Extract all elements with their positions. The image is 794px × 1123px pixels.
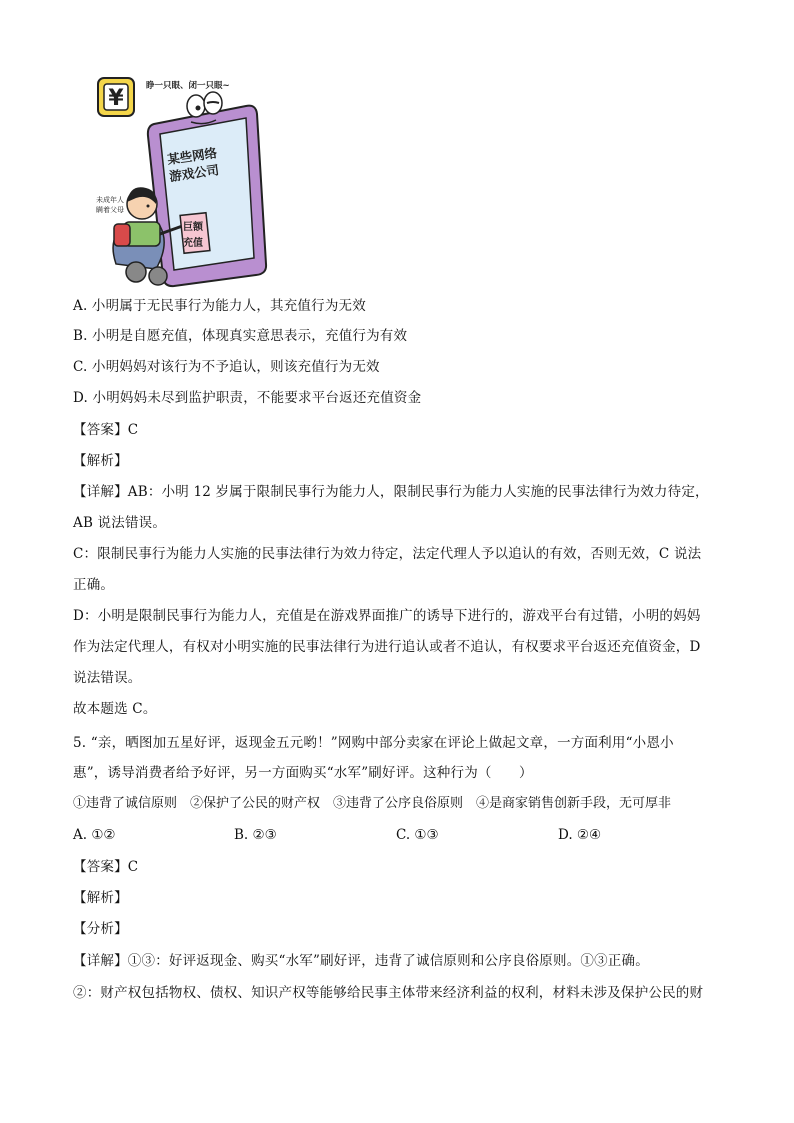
q5-analysis-heading: 【解析】 [73,890,128,906]
q4-detail-line: D：小明是限制民事行为能力人，充值是在游戏界面推广的诱导下进行的，游戏平台有过错，小明的妈妈 [73,608,701,624]
q4-detail-line: AB 说法错误。 [73,515,167,531]
q5-fenxi-heading: 【分析】 [73,921,128,937]
q4-detail-line: C：限制民事行为能力人实施的民事法律行为效力待定，法定代理人予以追认的有效，否则无效，C 说法 [73,546,702,562]
phone-graphic [148,92,266,286]
q5-detail-line: ②：财产权包括物权、债权、知识产权等能够给民事主体带来经济利益的权利，材料未涉及保护公民的财 [73,985,704,1001]
q5-stem-line: 5. “亲，晒图加五星好评，返现金五元哟！”网购中部分卖家在评论上做起文章，一方面利用“小恩小 [73,735,674,751]
q5-answer: 【答案】C [73,859,139,875]
phone-text-1: 某些网络 [166,145,218,167]
phone-text-2: 游戏公司 [168,162,220,184]
q4-detail-line: 说法错误。 [73,670,142,686]
q4-detail-line: 正确。 [73,577,115,593]
q4-option-b: B. 小明是自愿充值，体现真实意思表示，充值行为有效 [73,328,408,344]
q4-conclusion: 故本题选 C。 [73,701,157,717]
cartoon-illustration [96,74,274,288]
q5-option-b: B. ②③ [234,827,277,843]
side-text-2: 瞒着父母 [96,206,124,214]
q5-detail-line: 【详解】①③：好评返现金、购买“水军”刷好评，违背了诚信原则和公序良俗原则。①③正确。 [73,953,649,969]
yuan-symbol: ¥ [108,86,124,111]
q4-answer: 【答案】C [73,422,139,438]
q4-option-c: C. 小明妈妈对该行为不予追认，则该充值行为无效 [73,359,380,375]
q5-option-a: A. ①② [73,827,116,843]
q5-stem-line: 惠”，诱导消费者给予好评，另一方面购买“水军”刷好评。这种行为（ ） [73,765,533,781]
q5-option-d: D. ②④ [558,827,602,843]
q5-option-c: C. ①③ [396,827,439,843]
q4-detail-line: 【详解】AB：小明 12 岁属于限制民事行为能力人，限制民事行为能力人实施的民事法律行为效力待定， [73,484,709,500]
q4-detail-line: 作为法定代理人，有权对小明实施的民事法律行为进行追认或者不追认，有权要求平台返还充值资金，D [73,639,701,655]
side-text-1: 未成年人 [96,196,124,204]
q4-option-a: A. 小明属于无民事行为能力人，其充值行为无效 [73,298,366,314]
card-text-2: 充值 [183,238,203,249]
yuan-sign-box [98,78,134,116]
q5-statements: ①违背了诚信原则 ②保护了公民的财产权 ③违背了公序良俗原则 ④是商家销售创新手段，无可厚非 [73,796,672,811]
q4-analysis-heading: 【解析】 [73,453,128,469]
card-text-1: 巨额 [183,222,203,233]
speech-text: 睁一只眼、闭一只眼~ [146,81,230,91]
q4-option-d: D. 小明妈妈未尽到监护职责，不能要求平台返还充值资金 [73,390,422,406]
